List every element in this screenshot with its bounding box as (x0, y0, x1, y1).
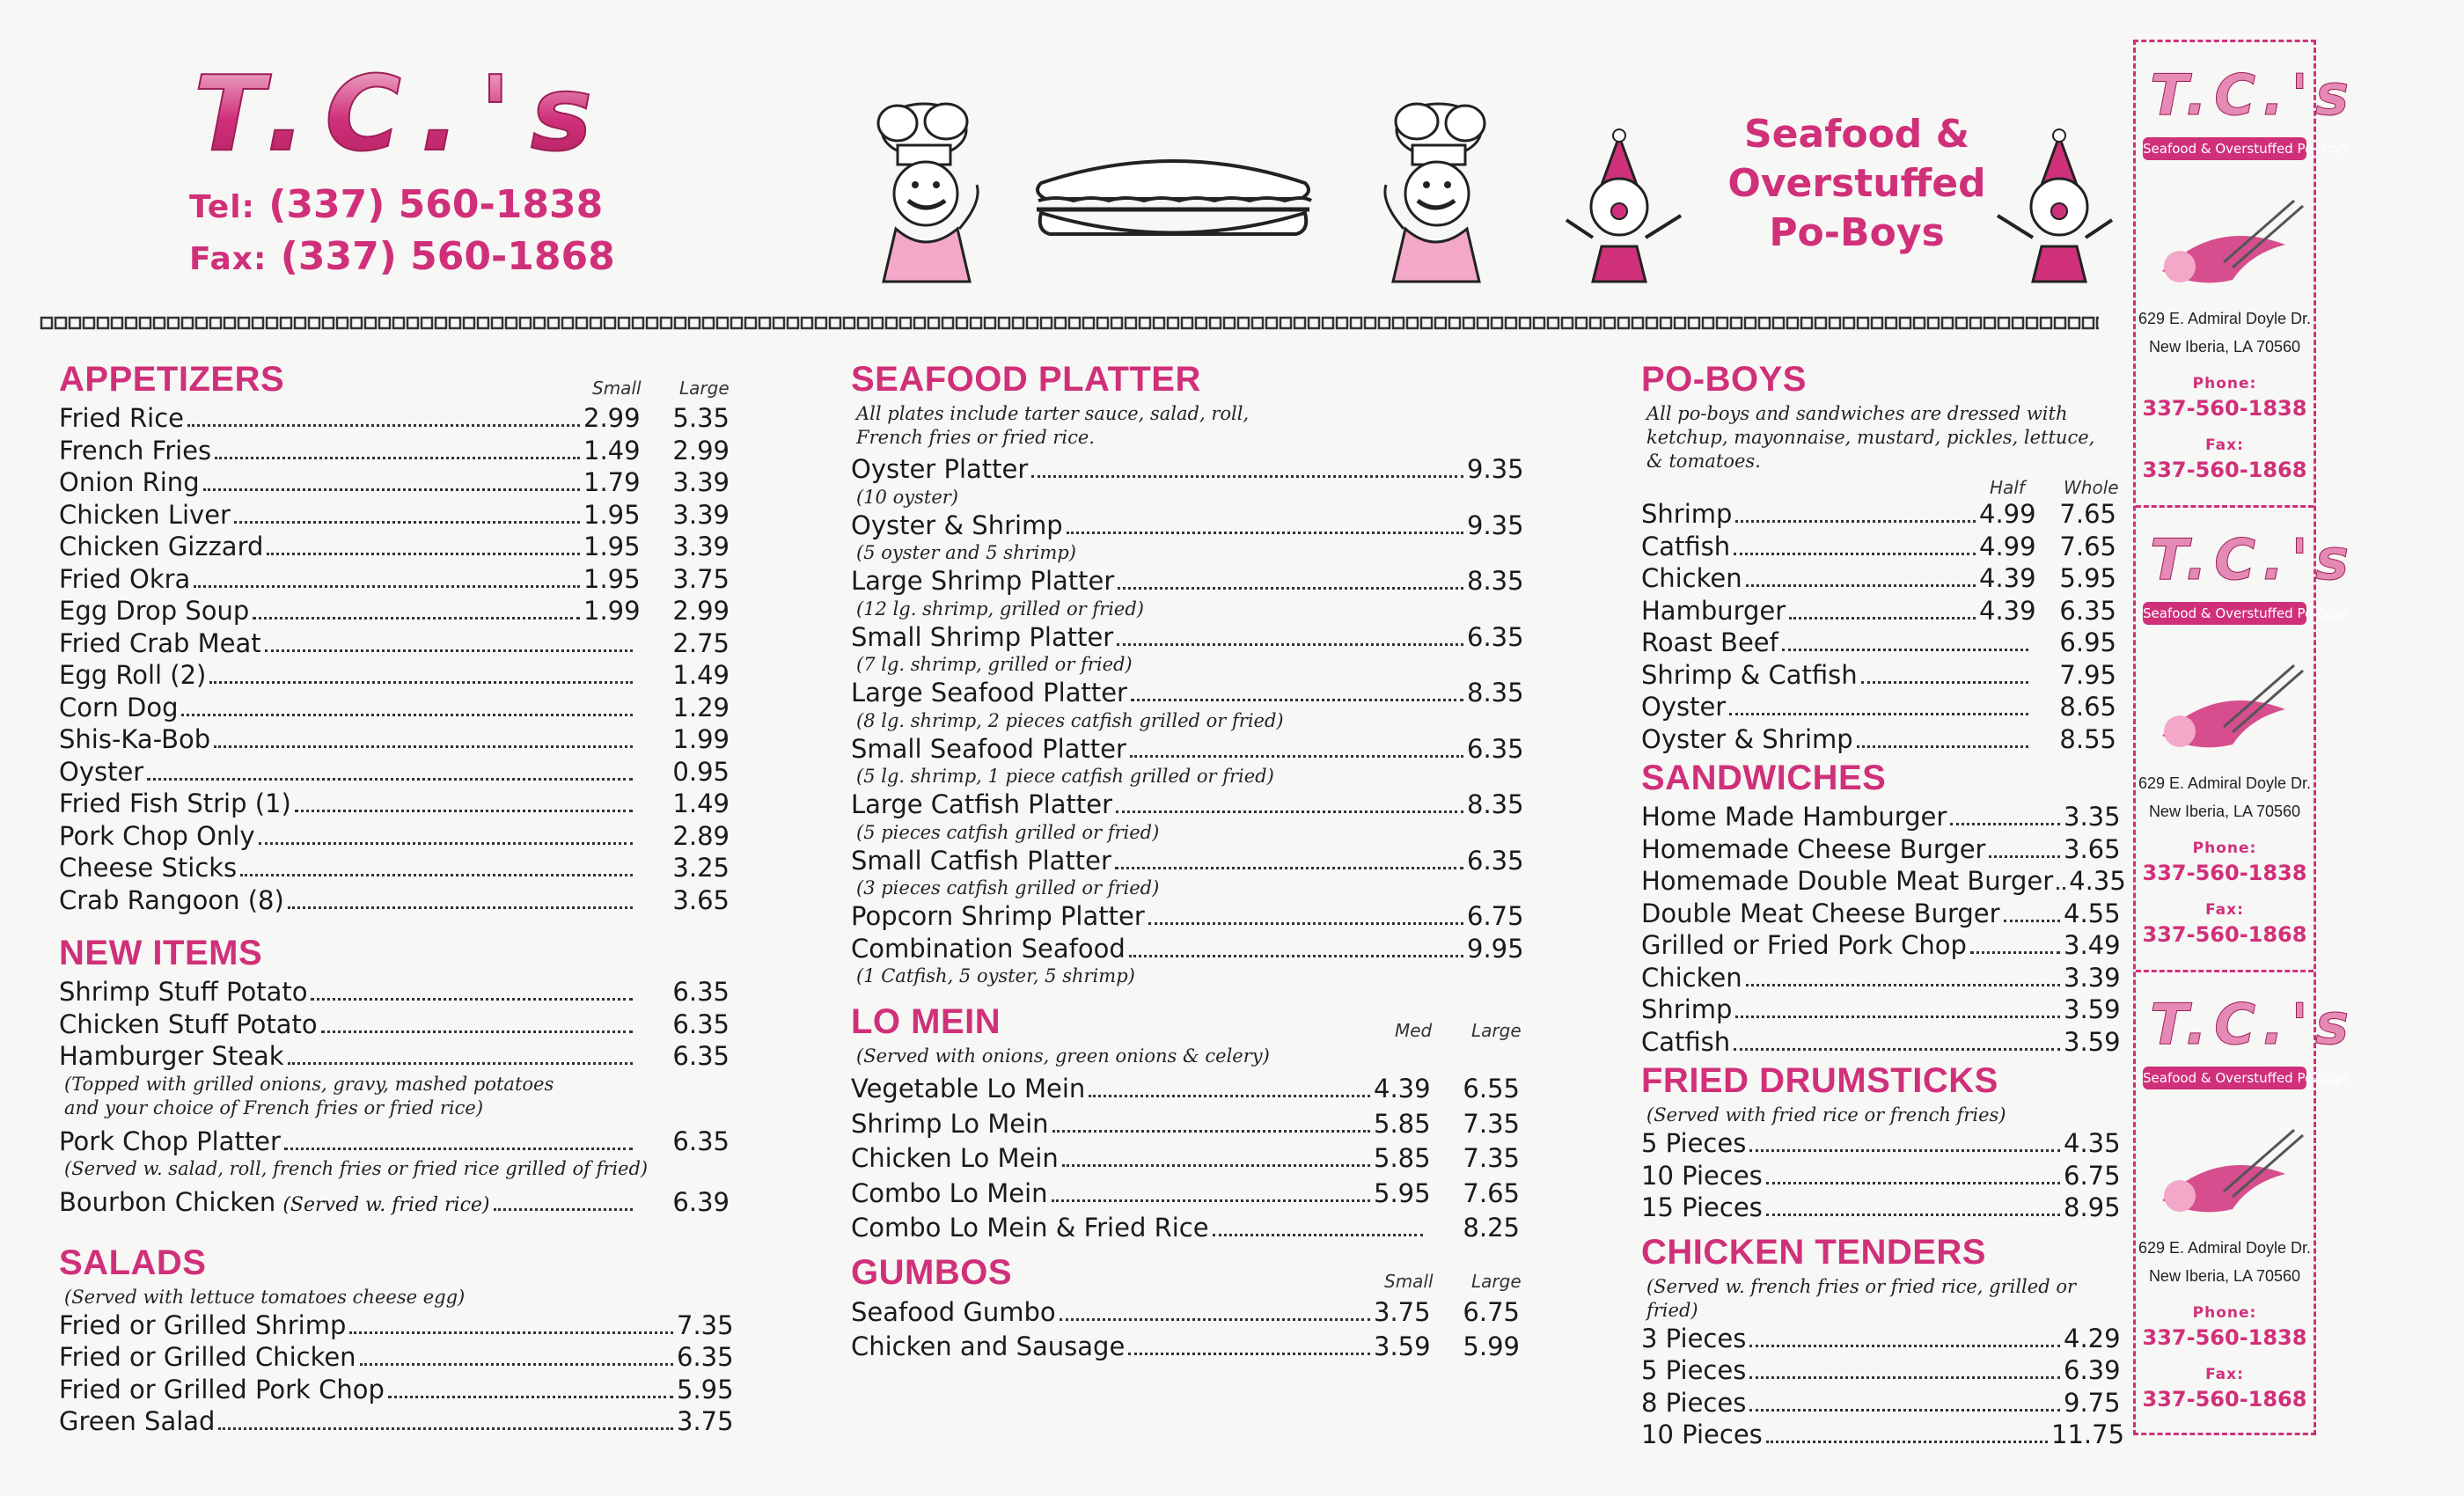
menu-row: Seafood Gumbo 3.75 6.75 (851, 1296, 1520, 1327)
salads-list (59, 1309, 734, 1438)
seafood-item-note: (3 pieces catfish grilled or fried) (856, 877, 1160, 898)
menu-row: Corn Dog 1.29 (59, 692, 730, 722)
seafood-item-note: (1 Catfish, 5 oyster, 5 shrimp) (856, 965, 1135, 986)
coupon-address: 629 E. Admiral Doyle Dr. New Iberia, LA 70560 (2138, 310, 2312, 356)
menu-row: 10 Pieces 6.75 (1641, 1160, 2121, 1191)
menu-row: Popcorn Shrimp Platter 6.75 (851, 901, 1524, 931)
col-large-label: Large (679, 378, 730, 399)
coupon-fax-label: Fax: (2205, 1366, 2244, 1383)
appetizers-title: APPETIZERS (59, 360, 285, 399)
col-whole-label: Whole (2064, 477, 2119, 498)
coupon-logo-text: T.C.'s (2150, 528, 2357, 593)
col-large-label: Large (1471, 1270, 1522, 1292)
menu-row: Shrimp 3.59 (1641, 994, 2121, 1024)
menu-row: Fried or Grilled Chicken 6.35 (59, 1342, 734, 1372)
tagline-line-2: Overstuffed (1727, 161, 1986, 206)
menu-row: Pork Chop Only 2.89 (59, 820, 730, 851)
seafood-item-note: (10 oyster) (856, 486, 958, 508)
pork-chop-platter-note: (Served w. salad, roll, french fries or fried rice grilled of fried) (64, 1158, 649, 1179)
menu-row: Vegetable Lo Mein 4.39 6.55 (851, 1074, 1520, 1104)
coupon-badge: Seafood & Overstuffed Po-Boys (2143, 1067, 2306, 1089)
lomein-list (851, 1072, 1520, 1246)
menu-row: Green Salad 3.75 (59, 1406, 734, 1436)
new-items-list (59, 976, 730, 1222)
coupon-phone-label: Phone: (2192, 1304, 2257, 1322)
gumbos-header (851, 1250, 1520, 1295)
coupon-address: 629 E. Admiral Doyle Dr. New Iberia, LA 70560 (2138, 1239, 2312, 1285)
menu-row: Catfish 3.59 (1641, 1026, 2121, 1057)
seafood-item-note: (8 lg. shrimp, 2 pieces catfish grilled or fried) (856, 709, 1284, 731)
menu-row: Shis-Ka-Bob 1.99 (59, 724, 730, 754)
tagline (1681, 110, 2033, 258)
menu-row: Combo Lo Mein 5.95 7.65 (851, 1177, 1520, 1208)
col-half-label: Half (1990, 477, 2025, 498)
hamburger-steak-note: (Topped with grilled onions, gravy, mashed potatoes and your choice of French fries or fried rice) (64, 1073, 554, 1118)
coupon-logo (2146, 523, 2357, 593)
new-items-title: NEW ITEMS (59, 934, 263, 972)
menu-row: Oyster Platter 9.35 (851, 454, 1524, 484)
clown-illustration-left (1558, 123, 1698, 290)
gumbos-list (851, 1295, 1520, 1365)
menu-row: 5 Pieces 4.35 (1641, 1128, 2121, 1158)
menu-row: Hamburger Steak 6.35 (59, 1041, 730, 1071)
salads-note: (Served with lettuce tomatoes cheese egg) (64, 1286, 466, 1308)
coupon-strip (2133, 40, 2357, 1435)
menu-row: Homemade Double Meat Burger 4.35 (1641, 866, 2126, 896)
menu-row: Oyster 0.95 (59, 756, 730, 787)
seafood-item-note: (12 lg. shrimp, grilled or fried) (856, 598, 1144, 620)
coupon-phone: 337-560-1838 (2142, 861, 2307, 885)
tenders-title: CHICKEN TENDERS (1641, 1232, 1986, 1272)
menu-row: Fried Fish Strip (1) 1.49 (59, 788, 730, 818)
seafood-title: SEAFOOD PLATTER (851, 360, 1201, 399)
menu-row: Small Shrimp Platter 6.35 (851, 621, 1524, 652)
tenders-note: (Served w. french fries or fried rice, grilled or fried) (1646, 1275, 2077, 1321)
coupon-food-icon (2145, 656, 2305, 762)
menu-row: Fried Crab Meat 2.75 (59, 627, 730, 658)
drumsticks-note: (Served with fried rice or french fries) (1646, 1104, 2006, 1126)
menu-row: Fried or Grilled Pork Chop 5.95 (59, 1374, 734, 1404)
menu-row: 8 Pieces 9.75 (1641, 1387, 2121, 1418)
tcs-logo (185, 53, 612, 174)
menu-row: Fried Okra 1.95 3.75 (59, 563, 730, 594)
menu-row: Crab Rangoon (8) 3.65 (59, 884, 730, 915)
menu-row: Shrimp Stuff Potato 6.35 (59, 977, 730, 1007)
menu-row: Combination Seafood 9.95 (851, 933, 1524, 964)
tel-label: Tel: (189, 189, 255, 225)
menu-row: Chicken Liver 1.95 3.39 (59, 499, 730, 530)
lomein-title: LO MEIN (851, 1002, 1001, 1041)
logo-text: T.C.'s (194, 53, 612, 174)
gumbos-title: GUMBOS (851, 1252, 1012, 1292)
menu-row: Shrimp & Catfish 7.95 (1641, 659, 2116, 690)
poboys-list (1641, 498, 2116, 755)
col-med-label: Med (1395, 1020, 1433, 1041)
salads-title: SALADS (59, 1243, 207, 1282)
coupon-badge: Seafood & Overstuffed Po-Boys (2143, 137, 2306, 160)
menu-row: Large Catfish Platter 8.35 (851, 789, 1524, 819)
fax-number: (337) 560-1868 (280, 234, 615, 279)
coupon-phone: 337-560-1838 (2142, 396, 2307, 421)
coupon-card[interactable] (2136, 507, 2357, 970)
menu-row: 3 Pieces 4.29 (1641, 1323, 2121, 1353)
coupon-fax-label: Fax: (2205, 901, 2244, 919)
fax-label: Fax: (189, 241, 268, 277)
drumsticks-list (1641, 1127, 2121, 1224)
menu-row: Bourbon Chicken (Served w. fried rice) 6.39 (59, 1187, 730, 1217)
sandwiches-list (1641, 801, 2126, 1058)
menu-row: 10 Pieces 11.75 (1641, 1419, 2125, 1449)
sandwich-illustration (1028, 148, 1318, 245)
menu-column-3 (1641, 356, 2126, 1451)
coupon-card[interactable] (2136, 42, 2357, 505)
menu-row: Chicken 4.39 5.95 (1641, 563, 2116, 593)
poboys-note: All po-boys and sandwiches are dressed with ketchup, mayonnaise, mustard, pickles, lettuce, & tomatoes. (1646, 403, 2095, 472)
tel-number: (337) 560-1838 (268, 182, 604, 227)
menu-row: Chicken Stuff Potato 6.35 (59, 1008, 730, 1039)
col-small-label: Small (592, 378, 642, 399)
coupon-badge: Seafood & Overstuffed Po-Boys (2143, 602, 2306, 625)
coupon-fax-label: Fax: (2205, 436, 2244, 454)
chef-illustration-left (862, 97, 994, 290)
menu-row: Chicken and Sausage 3.59 5.99 (851, 1331, 1520, 1361)
menu-row: Catfish 4.99 7.65 (1641, 531, 2116, 561)
chef-illustration-right (1368, 97, 1500, 290)
menu-column-2 (851, 356, 1524, 1365)
menu-row: 15 Pieces 8.95 (1641, 1192, 2121, 1222)
menu-row: Egg Drop Soup 1.99 2.99 (59, 596, 730, 626)
menu-column-1 (59, 356, 734, 1438)
tenders-list (1641, 1323, 2125, 1451)
lomein-note: (Served with onions, green onions & celery) (856, 1045, 1270, 1067)
contact-block (189, 180, 615, 284)
seafood-item-note: (5 lg. shrimp, 1 piece catfish grilled or fried) (856, 766, 1274, 787)
menu-row: Fried Rice 2.99 5.35 (59, 403, 730, 433)
menu-row: Grilled or Fried Pork Chop 3.49 (1641, 930, 2121, 960)
col-large-label: Large (1471, 1020, 1522, 1041)
menu-row: Oyster & Shrimp 8.55 (1641, 723, 2116, 754)
menu-row: Hamburger 4.39 6.35 (1641, 595, 2116, 626)
menu-row: Oyster & Shrimp 9.35 (851, 510, 1524, 540)
seafood-list (851, 453, 1524, 988)
menu-row: Shrimp 4.99 7.65 (1641, 499, 2116, 529)
menu-row: Chicken 3.39 (1641, 962, 2121, 993)
coupon-logo-text: T.C.'s (2150, 993, 2357, 1058)
lomein-header (851, 999, 1520, 1045)
menu-row: Double Meat Cheese Burger 4.55 (1641, 898, 2121, 928)
menu-row: Pork Chop Platter 6.35 (59, 1126, 730, 1156)
menu-row: Chicken Lo Mein 5.85 7.35 (851, 1143, 1520, 1173)
coupon-phone: 337-560-1838 (2142, 1325, 2307, 1350)
menu-row: French Fries 1.49 2.99 (59, 435, 730, 466)
appetizers-header (59, 356, 730, 402)
sandwiches-title: SANDWICHES (1641, 759, 1887, 797)
appetizers-list (59, 402, 730, 916)
menu-row: 5 Pieces 6.39 (1641, 1355, 2121, 1385)
menu-row: Oyster 8.65 (1641, 692, 2116, 722)
col-small-label: Small (1384, 1270, 1434, 1292)
seafood-item-note: (5 oyster and 5 shrimp) (856, 542, 1076, 563)
coupon-phone-label: Phone: (2192, 375, 2257, 392)
menu-row: Small Seafood Platter 6.35 (851, 733, 1524, 764)
menu-row: Roast Beef 6.95 (1641, 627, 2116, 657)
coupon-food-icon (2145, 1121, 2305, 1227)
decorative-divider (40, 313, 2099, 333)
coupon-logo (2146, 987, 2357, 1058)
coupon-fax: 337-560-1868 (2142, 458, 2307, 482)
coupon-logo (2146, 58, 2357, 128)
seafood-item-note: (5 pieces catfish grilled or fried) (856, 821, 1160, 843)
menu-row: Homemade Cheese Burger 3.65 (1641, 833, 2121, 864)
drumsticks-title: FRIED DRUMSTICKS (1641, 1061, 1998, 1100)
menu-row: Shrimp Lo Mein 5.85 7.35 (851, 1108, 1520, 1139)
poboys-title: PO-BOYS (1641, 360, 1807, 399)
menu-row: Home Made Hamburger 3.35 (1641, 802, 2121, 832)
coupon-card[interactable] (2136, 972, 2357, 1434)
tagline-line-3: Po-Boys (1769, 210, 1945, 255)
coupon-food-icon (2145, 192, 2305, 297)
menu-row: Small Catfish Platter 6.35 (851, 845, 1524, 876)
menu-row: Chicken Gizzard 1.95 3.39 (59, 532, 730, 561)
coupon-address: 629 E. Admiral Doyle Dr. New Iberia, LA 70560 (2138, 774, 2312, 820)
coupon-fax: 337-560-1868 (2142, 1387, 2307, 1412)
coupon-phone-label: Phone: (2192, 840, 2257, 857)
coupon-logo-text: T.C.'s (2150, 63, 2357, 128)
coupon-fax: 337-560-1868 (2142, 922, 2307, 947)
poboys-col-header (1641, 473, 2119, 498)
menu-row: Large Seafood Platter 8.35 (851, 678, 1524, 708)
menu-row: Cheese Sticks 3.25 (59, 853, 730, 883)
menu-row: Large Shrimp Platter 8.35 (851, 566, 1524, 596)
menu-row: Onion Ring 1.79 3.39 (59, 467, 730, 497)
menu-row: Combo Lo Mein & Fried Rice 8.25 (851, 1213, 1520, 1243)
seafood-note: All plates include tarter sauce, salad, roll, French fries or fried rice. (856, 403, 1250, 448)
tagline-line-1: Seafood & (1743, 112, 1969, 157)
menu-row: Fried or Grilled Shrimp 7.35 (59, 1309, 734, 1340)
seafood-item-note: (7 lg. shrimp, grilled or fried) (856, 654, 1133, 675)
menu-row: Egg Roll (2) 1.49 (59, 660, 730, 690)
